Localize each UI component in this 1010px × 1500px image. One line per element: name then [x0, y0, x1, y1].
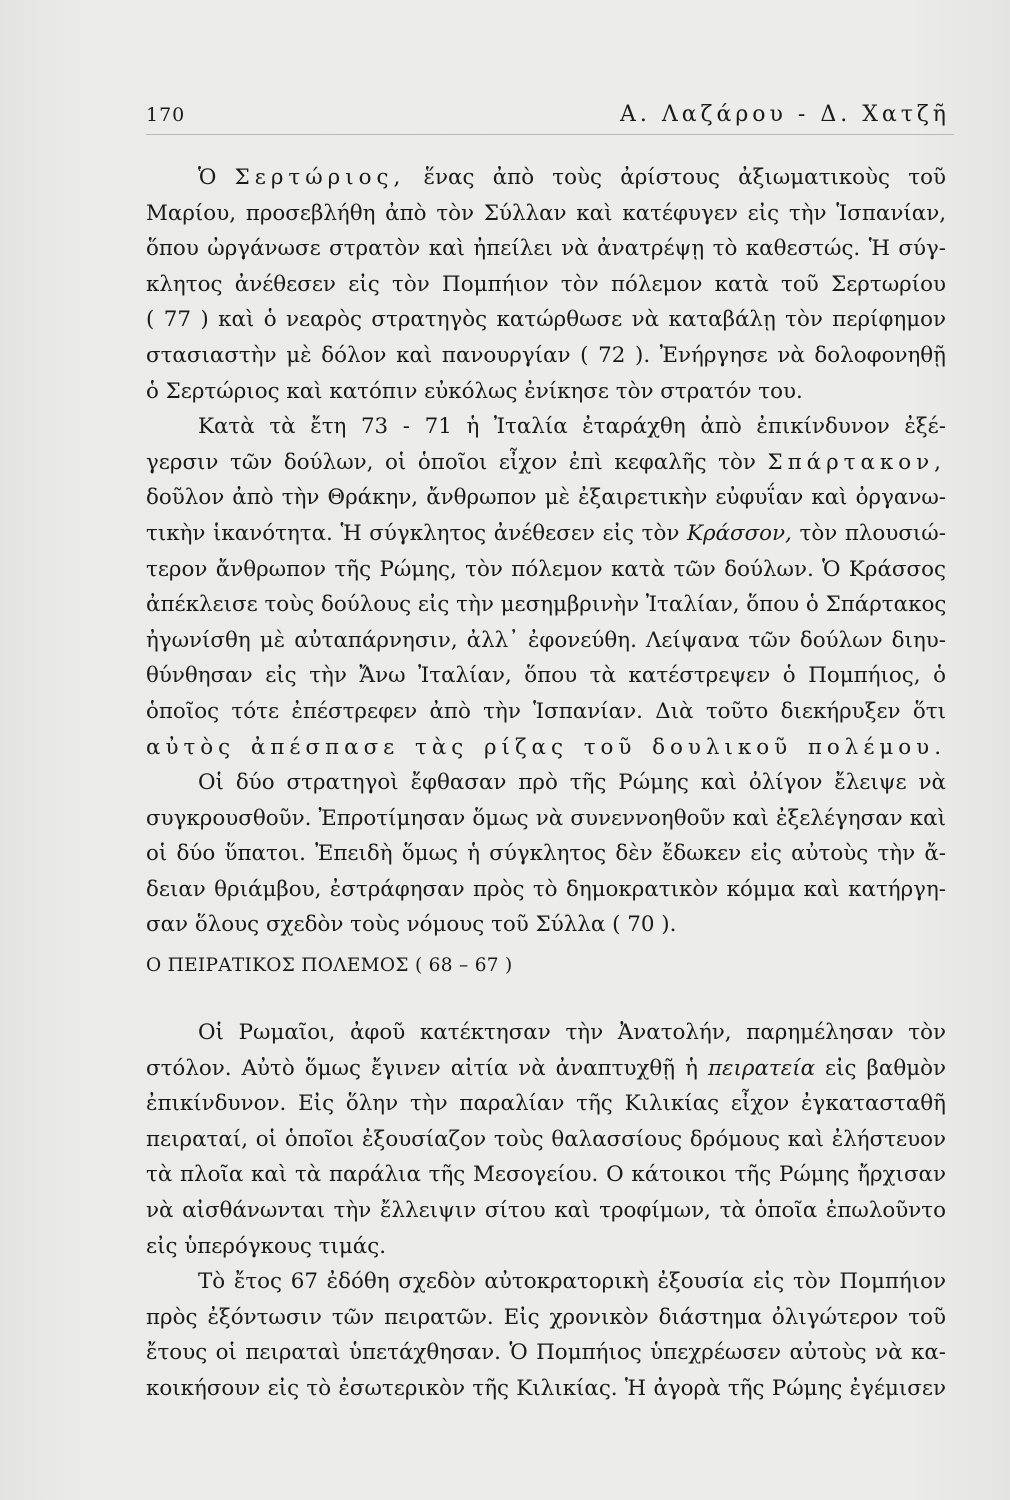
page-number: 170: [146, 104, 186, 126]
text-line: ὅπου ὠργάνωσε στρατὸν καὶ ἠπείλει νὰ ἀνατρέψῃ τὸ καθεστώς. Ἡ σύγ-: [146, 236, 946, 262]
text-line: στασιαστὴν μὲ δόλον καὶ πανουργίαν ( 72 ). Ἐνήργησε νὰ δολοφονηθῇ: [146, 342, 946, 368]
text-line: δοῦλον ἀπὸ τὴν Θράκην, ἄνθρωπον μὲ ἐξαιρετικὴν εὐφυΐαν καὶ ὀργανω-: [146, 485, 946, 511]
text-line: ἀπέκλεισε τοὺς δούλους εἰς τὴν μεσημβρινὴν Ἰταλίαν, ὅπου ὁ Σπάρτακος: [146, 592, 946, 618]
text-line: στόλον. Αὐτὸ ὅμως ἔγινεν αἰτία νὰ ἀναπτυχθῇ ἡ πειρατεία εἰς βαθμὸν: [146, 1055, 946, 1081]
main-text: [146, 160, 946, 943]
section-title: Ο ΠΕΙΡΑΤΙΚΟΣ ΠΟΛΕΜΟΣ: [146, 955, 409, 976]
paragraph-piracy: [146, 1015, 946, 1264]
text-line: κλητος ἀνέθεσεν εἰς τὸν Πομπήιον τὸν πόλεμον κατὰ τοῦ Σερτωρίου: [146, 271, 946, 297]
text-line: πειραταί, οἱ ὁποῖοι ἐξουσίαζον τοὺς θαλασσίους δρόμους καὶ ἐλήστευον: [146, 1126, 946, 1152]
text-line-emphasized: αὐτὸς ἀπέσπασε τὰς ρίζας τοῦ δουλικοῦ πολέμου.: [146, 734, 946, 760]
paragraph-pompey: [146, 1264, 946, 1406]
text-line: πρὸς ἐξόντωσιν τῶν πειρατῶν. Εἰς χρονικὸν διάστημα ὀλιγώτερον τοῦ: [146, 1304, 946, 1330]
text-line: τικὴν ἱκανότητα. Ἡ σύγκλητος ἀνέθεσεν εἰς τὸν Κράσσον, τὸν πλουσιώ-: [146, 520, 946, 546]
text-line: ὁ Σερτώριος καὶ κατόπιν εὐκόλως ἐνίκησε τὸν στρατόν του.: [146, 378, 803, 404]
section-heading: [146, 955, 513, 976]
emphasized-word: πειρατεία: [707, 1055, 816, 1081]
running-head: Α. Λαζάρου - Δ. Χατζῆ: [619, 102, 950, 127]
text-line: Ὁ Σερτώριος, ἕνας ἀπὸ τοὺς ἀρίστους ἀξιωματικοὺς τοῦ: [198, 165, 946, 190]
text-line: οἱ δύο ὕπατοι. Ἐπειδὴ ὅμως ἡ σύγκλητος δὲν ἔδωκεν εἰς αὐτοὺς τὴν ἄ-: [146, 841, 946, 867]
text-line: σαν ὅλους σχεδὸν τοὺς νόμους τοῦ Σύλλα ( 70 ).: [146, 912, 677, 938]
text-line: τὰ πλοῖα καὶ τὰ παράλια τῆς Μεσογείου. Ο κάτοικοι τῆς Ρώμης ἤρχισαν: [146, 1162, 946, 1188]
text-line: Κατὰ τὰ ἔτη 73 - 71 ἡ Ἰταλία ἐταράχθη ἀπὸ ἐπικίνδυνον ἐξέ-: [198, 414, 946, 440]
text-line: θύνθησαν εἰς τὴν Ἄνω Ἰταλίαν, ὅπου τὰ κατέστρεψεν ὁ Πομπήιος, ὁ: [146, 663, 946, 689]
text-line: ἠγωνίσθη μὲ αὐταπάρνησιν, ἀλλ᾿ ἐφονεύθη. Λείψανα τῶν δούλων διηυ-: [146, 627, 946, 653]
text-line: ( 77 ) καὶ ὁ νεαρὸς στρατηγὸς κατώρθωσε νὰ καταβάλῃ τὸν περίφημον: [146, 307, 946, 333]
paragraph-consuls: [146, 765, 946, 943]
emphasized-name: Κράσσον,: [686, 520, 792, 546]
text-line: συγκρουσθοῦν. Ἐπροτίμησαν ὅμως νὰ συνεννοηθοῦν καὶ ἐξελέγησαν καὶ: [146, 805, 946, 831]
paragraph-spartacus: [146, 409, 946, 765]
text-line: δειαν θριάμβου, ἐστράφησαν πρὸς τὸ δημοκρατικὸν κόμμα καὶ κατήργη-: [146, 876, 946, 902]
text-line: γερσιν τῶν δούλων, οἱ ὁποῖοι εἶχον ἐπὶ κεφαλῆς τὸν Σπάρτακον,: [146, 449, 946, 475]
section-dates: ( 68 – 67 ): [414, 955, 513, 976]
text-line: ὁποῖος τότε ἐπέστρεφεν ἀπὸ τὴν Ἱσπανίαν. Διὰ τοῦτο διεκήρυξεν ὅτι: [146, 698, 946, 724]
text-line: Μαρίου, προσεβλήθη ἀπὸ τὸν Σύλλαν καὶ κατέφυγεν εἰς τὴν Ἱσπανίαν,: [146, 200, 946, 226]
text-line: νὰ αἰσθάνωνται τὴν ἔλλειψιν σίτου καὶ τροφίμων, τὰ ὁποῖα ἐπωλοῦντο: [146, 1197, 946, 1223]
text-line: Τὸ ἔτος 67 ἐδόθη σχεδὸν αὐτοκρατορικὴ ἐξουσία εἰς τὸν Πομπήιον: [198, 1269, 946, 1295]
page-header: [146, 96, 956, 136]
emphasized-name: Σερτώριος,: [234, 165, 406, 190]
text-line: εἰς ὑπερόγκους τιμάς.: [146, 1233, 387, 1259]
text-line: ἔτους οἱ πειραταὶ ὑπετάχθησαν. Ὁ Πομπήιος ὑπεχρέωσεν αὐτοὺς νὰ κα-: [146, 1340, 946, 1366]
text-line: Οἱ Ρωμαῖοι, ἀφοῦ κατέκτησαν τὴν Ἀνατολήν, παρημέλησαν τὸν: [198, 1020, 946, 1045]
text-line: κοικήσουν εἰς τὸ ἐσωτερικὸν τῆς Κιλικίας. Ἡ ἀγορὰ τῆς Ρώμης ἐγέμισεν: [146, 1375, 946, 1401]
emphasized-name: Σπάρτακον,: [767, 449, 946, 475]
text-line: ἐπικίνδυνον. Εἰς ὅλην τὴν παραλίαν τῆς Κιλικίας εἶχον ἐγκατασταθῆ: [146, 1091, 946, 1117]
text-line: Οἱ δύο στρατηγοὶ ἔφθασαν πρὸ τῆς Ρώμης καὶ ὀλίγον ἔλειψε νὰ: [198, 770, 946, 796]
text-line: τερον ἄνθρωπον τῆς Ρώμης, τὸν πόλεμον κατὰ τῶν δούλων. Ὁ Κράσσος: [146, 556, 946, 582]
header-rule: [146, 134, 954, 135]
paragraph-sertorius: [146, 160, 946, 409]
section-text: [146, 1015, 946, 1407]
